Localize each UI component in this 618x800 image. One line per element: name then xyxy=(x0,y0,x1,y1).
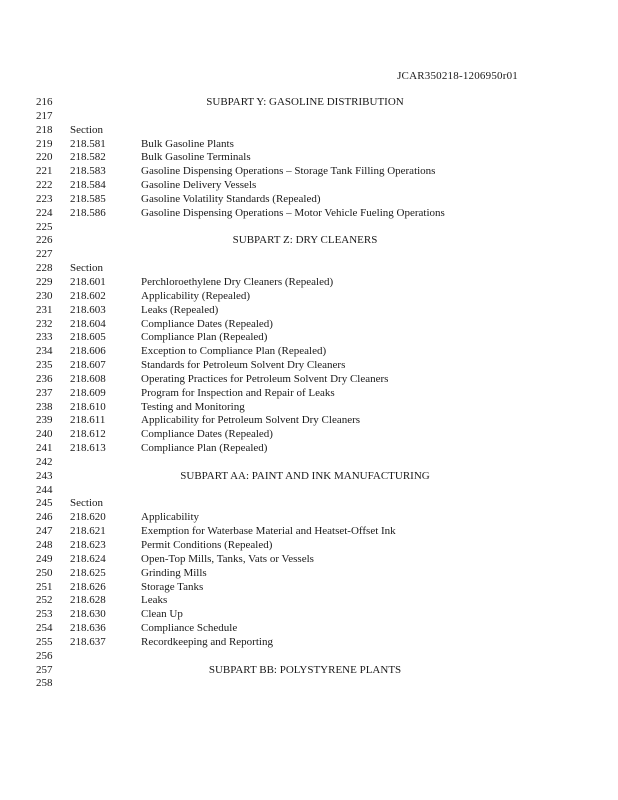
line-number: 221 xyxy=(36,165,53,178)
document-line xyxy=(0,511,618,525)
line-number: 234 xyxy=(36,345,53,358)
line-number: 228 xyxy=(36,262,53,275)
section-number: 218.610 xyxy=(70,400,106,413)
subpart-heading: SUBPART BB: POLYSTYRENE PLANTS xyxy=(208,663,402,676)
document-line xyxy=(0,553,618,567)
section-number: 218.623 xyxy=(70,539,106,551)
document-line xyxy=(0,608,618,622)
section-number: 218.609 xyxy=(70,386,106,399)
document-line xyxy=(0,414,618,428)
section-number: 218.582 xyxy=(70,151,106,164)
line-number: 258 xyxy=(36,677,53,690)
document-line xyxy=(0,290,618,304)
document-line xyxy=(0,539,618,553)
subpart-heading: SUBPART Y: GASOLINE DISTRIBUTION xyxy=(206,96,404,108)
section-number: 218.621 xyxy=(70,525,106,538)
document-line xyxy=(0,193,618,207)
document-line xyxy=(0,359,618,373)
section-number: 218.583 xyxy=(70,165,106,178)
section-number: 218.626 xyxy=(70,580,106,593)
line-number: 248 xyxy=(36,539,53,551)
line-number: 254 xyxy=(36,622,53,635)
section-number: 218.605 xyxy=(70,331,106,344)
section-title: Leaks xyxy=(141,594,168,607)
section-title: Applicability xyxy=(141,511,200,524)
document-line xyxy=(0,124,618,138)
line-number: 226 xyxy=(36,234,53,247)
section-title: Compliance Plan (Repealed) xyxy=(141,442,268,455)
section-column-label: Section xyxy=(70,123,103,136)
line-number: 250 xyxy=(36,566,53,579)
line-number: 222 xyxy=(36,179,53,192)
document-line xyxy=(0,207,618,221)
document-line xyxy=(0,484,618,498)
document-line xyxy=(0,622,618,636)
document-line xyxy=(0,151,618,165)
section-title: Applicability for Petroleum Solvent Dry Cleaners xyxy=(141,414,361,427)
section-number: 218.586 xyxy=(70,206,106,219)
section-number: 218.611 xyxy=(70,414,106,427)
section-number: 218.637 xyxy=(70,635,106,648)
line-number: 232 xyxy=(36,317,53,330)
document-id: JCAR350218-1206950r01 xyxy=(397,70,518,82)
line-number: 220 xyxy=(36,151,53,164)
line-number: 251 xyxy=(36,580,53,593)
section-title: Gasoline Volatility Standards (Repealed) xyxy=(141,192,321,205)
document-line xyxy=(0,567,618,581)
line-number: 237 xyxy=(36,386,53,399)
line-number: 247 xyxy=(36,525,53,538)
line-number: 235 xyxy=(36,359,53,372)
section-title: Open-Top Mills, Tanks, Vats or Vessels xyxy=(141,552,314,565)
line-number: 239 xyxy=(36,414,53,427)
section-number: 218.624 xyxy=(70,552,106,565)
document-line xyxy=(0,401,618,415)
document-line xyxy=(0,248,618,262)
document-line xyxy=(0,525,618,539)
line-number: 225 xyxy=(36,220,53,233)
section-title: Storage Tanks xyxy=(141,580,204,593)
section-title: Compliance Dates (Repealed) xyxy=(141,428,273,441)
section-number: 218.625 xyxy=(70,566,106,579)
section-title: Applicability (Repealed) xyxy=(141,289,251,302)
document-line xyxy=(0,373,618,387)
section-number: 218.628 xyxy=(70,594,106,607)
document-line xyxy=(0,138,618,152)
line-number: 233 xyxy=(36,331,53,344)
document-line xyxy=(0,318,618,332)
document-line xyxy=(0,650,618,664)
line-number: 257 xyxy=(36,663,53,676)
line-number: 231 xyxy=(36,303,53,316)
section-title: Testing and Monitoring xyxy=(141,400,245,413)
line-number: 238 xyxy=(36,400,53,413)
line-number: 229 xyxy=(36,275,53,288)
section-title: Recordkeeping and Reporting xyxy=(141,635,273,648)
section-number: 218.636 xyxy=(70,622,106,635)
section-title: Bulk Gasoline Terminals xyxy=(141,151,251,164)
section-number: 218.608 xyxy=(70,372,106,385)
document-line xyxy=(0,594,618,608)
line-number: 246 xyxy=(36,511,53,524)
document-line xyxy=(0,442,618,456)
line-number: 242 xyxy=(36,455,53,468)
section-number: 218.604 xyxy=(70,317,106,330)
document-line xyxy=(0,262,618,276)
document-body xyxy=(0,96,618,691)
section-title: Standards for Petroleum Solvent Dry Cleaners xyxy=(141,359,346,372)
document-line xyxy=(0,664,618,678)
line-number: 255 xyxy=(36,635,53,648)
document-line xyxy=(0,165,618,179)
line-number: 216 xyxy=(36,96,53,108)
line-number: 240 xyxy=(36,428,53,441)
subpart-heading: SUBPART AA: PAINT AND INK MANUFACTURING xyxy=(180,469,430,482)
section-number: 218.603 xyxy=(70,303,106,316)
section-title: Compliance Plan (Repealed) xyxy=(141,331,268,344)
section-column-label: Section xyxy=(70,262,103,275)
document-line xyxy=(0,331,618,345)
document-line xyxy=(0,179,618,193)
section-title: Gasoline Dispensing Operations – Motor Vehicle Fueling Operations xyxy=(141,206,445,219)
section-number: 218.612 xyxy=(70,428,106,441)
section-number: 218.613 xyxy=(70,442,106,455)
section-title: Permit Conditions (Repealed) xyxy=(141,539,273,551)
document-line xyxy=(0,276,618,290)
document-line xyxy=(0,304,618,318)
line-number: 249 xyxy=(36,552,53,565)
section-title: Gasoline Delivery Vessels xyxy=(141,179,257,192)
line-number: 223 xyxy=(36,192,53,205)
line-number: 244 xyxy=(36,483,53,496)
section-title: Compliance Schedule xyxy=(141,622,238,635)
document-line xyxy=(0,456,618,470)
section-number: 218.606 xyxy=(70,345,106,358)
document-line xyxy=(0,345,618,359)
line-number: 241 xyxy=(36,442,53,455)
line-number: 224 xyxy=(36,206,53,219)
document-line xyxy=(0,470,618,484)
section-title: Operating Practices for Petroleum Solvent Dry Cleaners xyxy=(141,372,389,385)
line-number: 236 xyxy=(36,372,53,385)
section-title: Leaks (Repealed) xyxy=(141,303,219,316)
document-line xyxy=(0,110,618,124)
line-number: 256 xyxy=(36,649,53,662)
document-line xyxy=(0,581,618,595)
document-line xyxy=(0,96,618,110)
line-number: 243 xyxy=(36,469,53,482)
document-line xyxy=(0,387,618,401)
section-number: 218.601 xyxy=(70,275,106,288)
document-line xyxy=(0,428,618,442)
section-title: Bulk Gasoline Plants xyxy=(141,137,234,150)
section-column-label: Section xyxy=(70,497,103,510)
line-number: 219 xyxy=(36,137,53,150)
section-number: 218.620 xyxy=(70,511,106,524)
section-title: Exception to Compliance Plan (Repealed) xyxy=(141,345,327,358)
section-title: Perchloroethylene Dry Cleaners (Repealed) xyxy=(141,275,334,288)
line-number: 245 xyxy=(36,497,53,510)
line-number: 217 xyxy=(36,109,53,122)
line-number: 218 xyxy=(36,123,53,136)
line-number: 227 xyxy=(36,248,53,261)
section-title: Grinding Mills xyxy=(141,566,207,579)
document-line xyxy=(0,636,618,650)
section-title: Compliance Dates (Repealed) xyxy=(141,317,273,330)
section-number: 218.607 xyxy=(70,359,106,372)
subpart-heading: SUBPART Z: DRY CLEANERS xyxy=(232,234,378,247)
section-title: Program for Inspection and Repair of Leaks xyxy=(141,386,335,399)
section-number: 218.585 xyxy=(70,192,106,205)
line-number: 230 xyxy=(36,289,53,302)
section-number: 218.630 xyxy=(70,608,106,621)
section-number: 218.602 xyxy=(70,289,106,302)
document-line xyxy=(0,221,618,235)
line-number: 252 xyxy=(36,594,53,607)
section-title: Clean Up xyxy=(141,608,183,621)
section-number: 218.581 xyxy=(70,137,106,150)
document-line xyxy=(0,677,618,691)
document-line xyxy=(0,234,618,248)
section-title: Gasoline Dispensing Operations – Storage Tank Filling Operations xyxy=(141,165,436,178)
section-title: Exemption for Waterbase Material and Heatset-Offset Ink xyxy=(141,525,396,538)
document-line xyxy=(0,497,618,511)
section-number: 218.584 xyxy=(70,179,106,192)
line-number: 253 xyxy=(36,608,53,621)
